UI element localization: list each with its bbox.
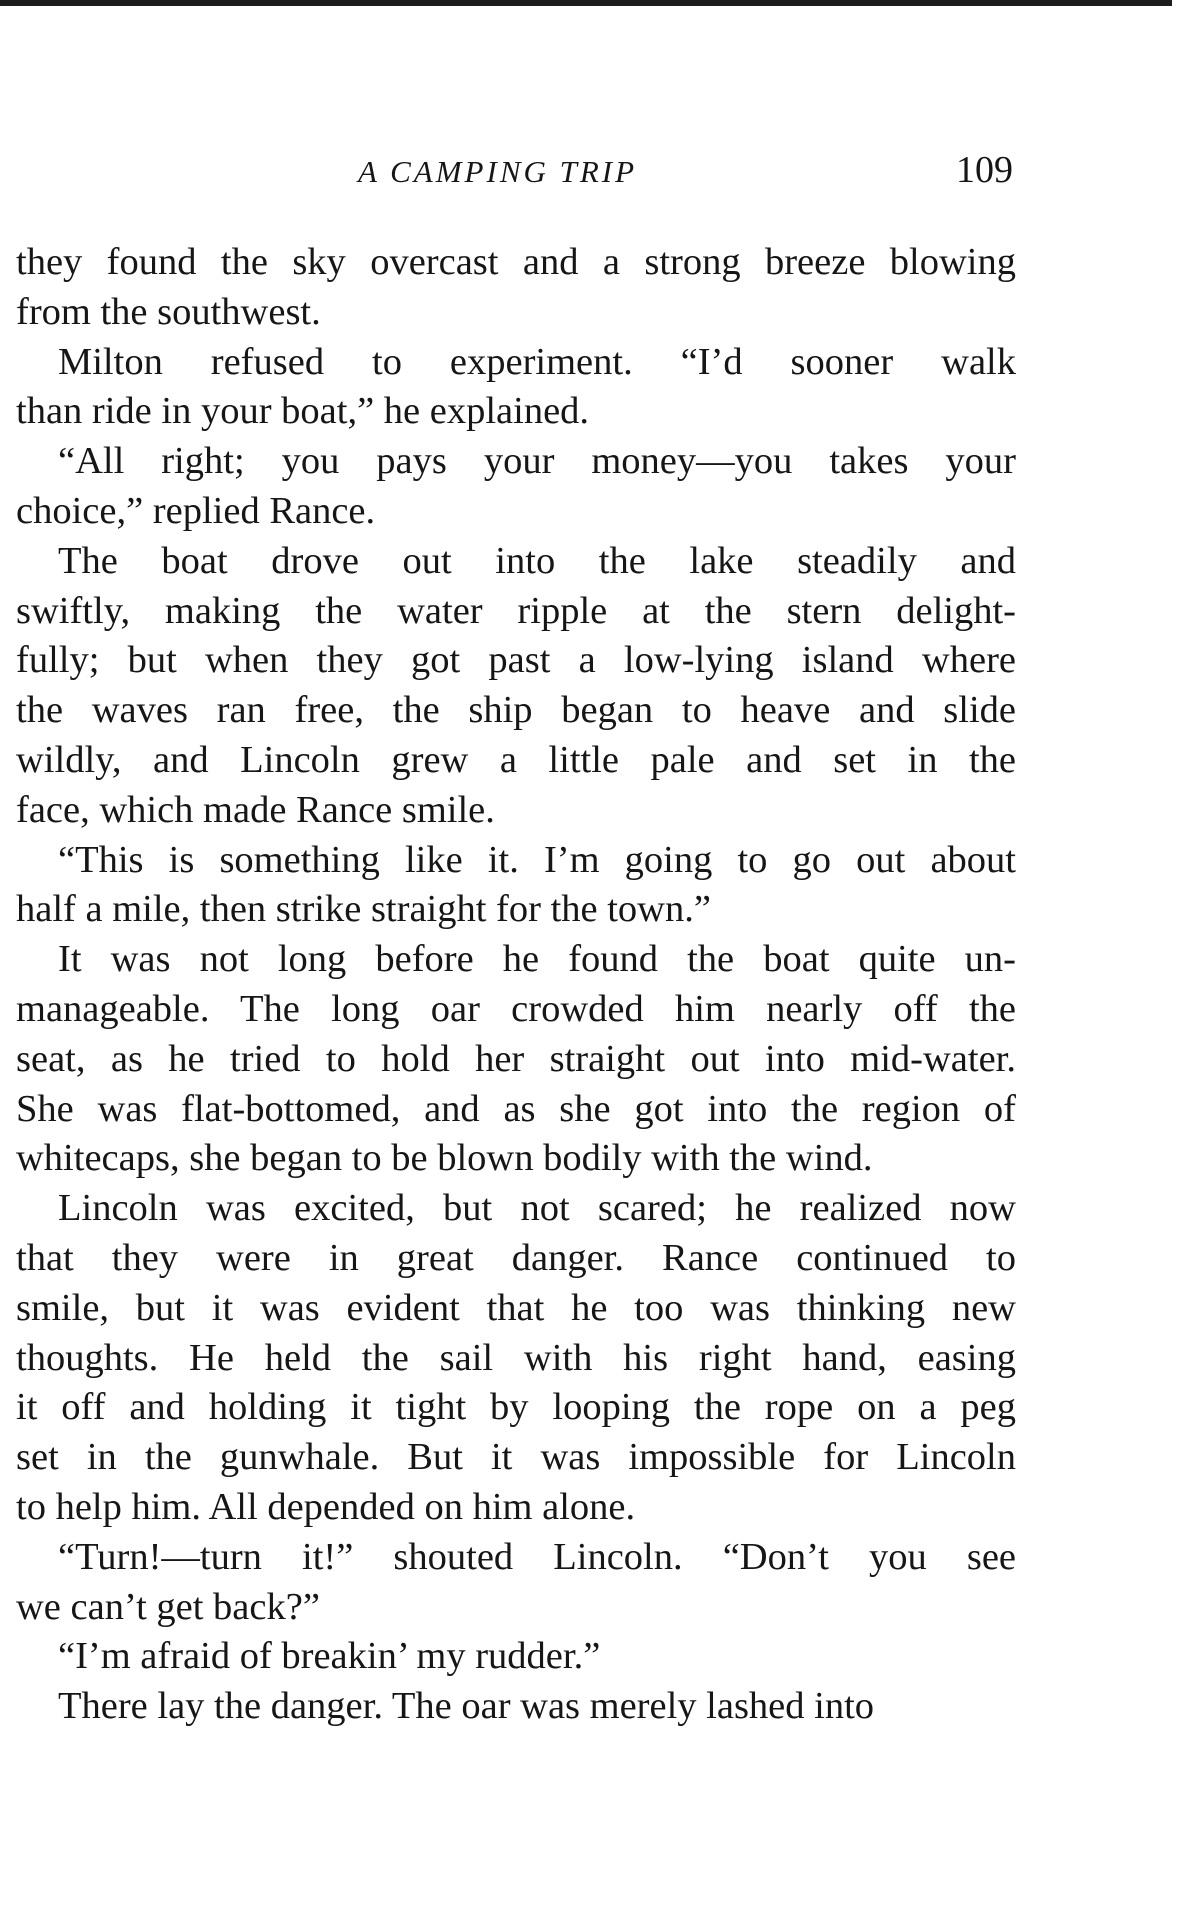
text-line: seat, as he tried to hold her straight out into mid-water.: [16, 1037, 1016, 1080]
text-line: smile, but it was evident that he too was thinking new: [16, 1286, 1016, 1329]
text-line: from the southwest.: [16, 290, 321, 333]
page-number: 109: [956, 149, 1013, 191]
text-line: we can’t get back?”: [16, 1585, 320, 1628]
text-line: than ride in your boat,” he explained.: [16, 390, 590, 433]
text-line: “Turn!—turn it!” shouted Lincoln. “Don’t you see: [58, 1535, 1016, 1578]
paragraph: [16, 437, 1016, 537]
paragraph: [16, 1533, 1016, 1633]
text-line: Milton refused to experiment. “I’d sooner walk: [58, 340, 1016, 383]
text-line: that they were in great danger. Rance continued to: [16, 1236, 1016, 1279]
text-line: they found the sky overcast and a strong breeze blowing: [16, 241, 1016, 283]
text-line: “All right; you pays your money—you takes your: [58, 440, 1016, 483]
text-line: face, which made Rance smile.: [16, 788, 495, 831]
paragraph: [16, 836, 1016, 936]
paragraph: [16, 935, 1016, 1184]
text-line: She was flat-bottomed, and as she got into the region of: [16, 1087, 1016, 1130]
body-text: [16, 238, 1016, 1732]
text-line: “This is something like it. I’m going to go out about: [58, 838, 1016, 881]
text-line: fully; but when they got past a low-lying island where: [16, 639, 1016, 682]
text-line: manageable. The long oar crowded him nearly off the: [16, 987, 1016, 1030]
paragraph: [16, 1682, 1016, 1732]
running-head: [0, 148, 1194, 198]
text-line: thoughts. He held the sail with his right hand, easing: [16, 1336, 1016, 1379]
text-line: “I’m afraid of breakin’ my rudder.”: [58, 1635, 601, 1678]
paragraph: [16, 1184, 1016, 1533]
text-line: half a mile, then strike straight for the town.”: [16, 888, 711, 931]
paragraph: [16, 537, 1016, 836]
paragraph: [16, 1632, 1016, 1682]
text-line: wildly, and Lincoln grew a little pale and set in the: [16, 738, 1016, 781]
running-head-title: A CAMPING TRIP: [358, 154, 638, 189]
text-line: to help him. All depended on him alone.: [16, 1485, 636, 1528]
text-line: choice,” replied Rance.: [16, 489, 376, 532]
text-line: swiftly, making the water ripple at the stern delight-: [16, 589, 1016, 632]
text-line: set in the gunwhale. But it was impossible for Lincoln: [16, 1436, 1016, 1479]
text-line: Lincoln was excited, but not scared; he realized now: [58, 1187, 1016, 1230]
paragraph: [16, 238, 1016, 338]
text-line: It was not long before he found the boat quite un-: [58, 938, 1016, 981]
text-line: it off and holding it tight by looping the rope on a peg: [16, 1386, 1016, 1429]
paragraph: [16, 338, 1016, 438]
text-line: The boat drove out into the lake steadily and: [58, 539, 1016, 582]
top-rule: [0, 0, 1172, 6]
text-line: whitecaps, she began to be blown bodily with the wind.: [16, 1137, 873, 1180]
text-line: the waves ran free, the ship began to heave and slide: [16, 689, 1016, 732]
text-line: There lay the danger. The oar was merely lashed into: [58, 1685, 875, 1728]
